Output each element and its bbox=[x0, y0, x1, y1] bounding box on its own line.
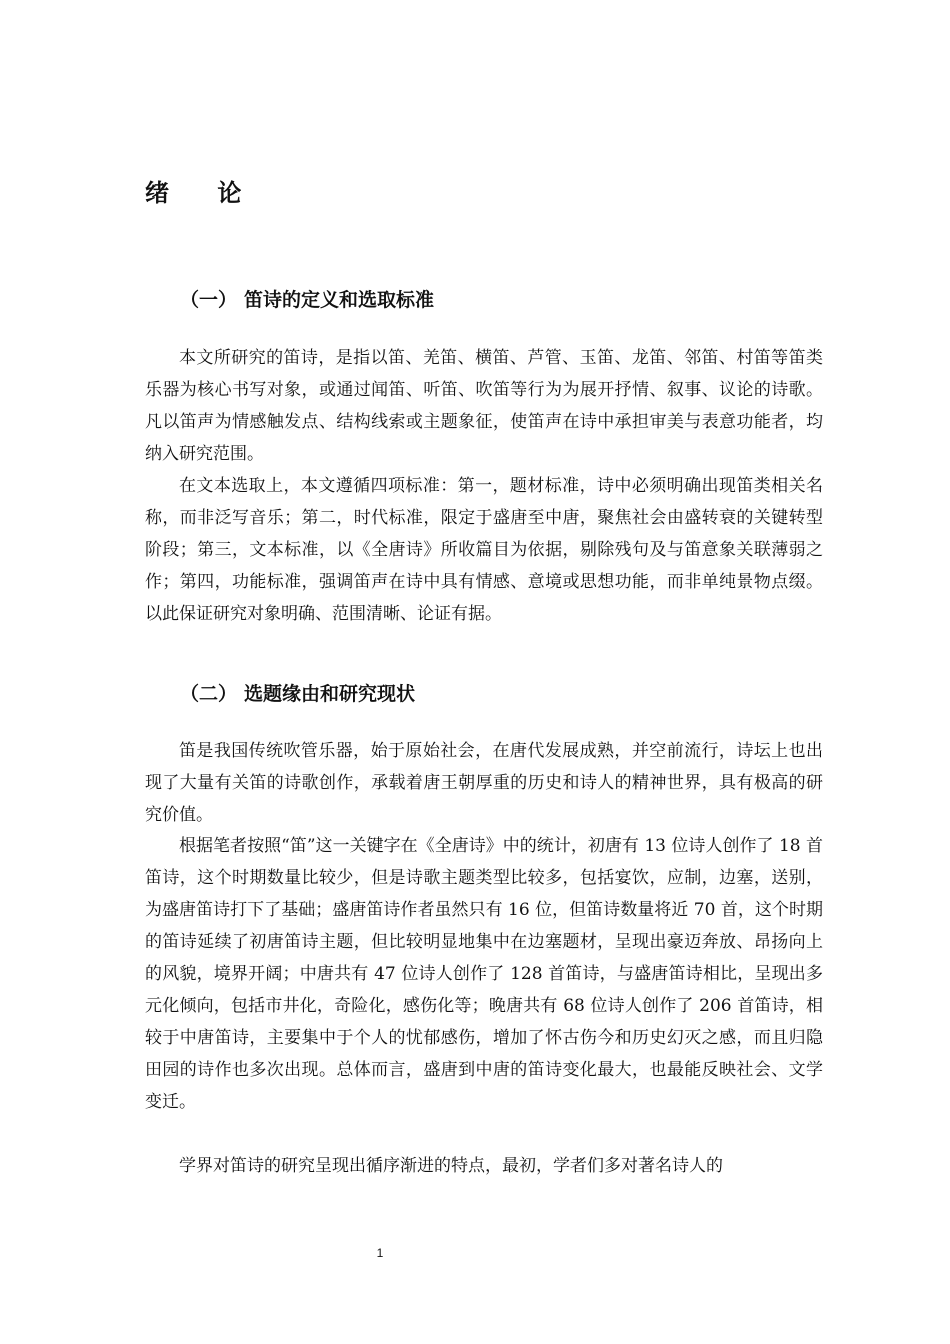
section-number-1: （一） bbox=[180, 289, 238, 311]
section-title-2: 选题缘由和研究现状 bbox=[244, 683, 416, 705]
page-number: 1 bbox=[376, 1246, 384, 1260]
paragraph-research-status: 学界对笛诗的研究呈现出循序渐进的特点，最初，学者们多对著名诗人的 bbox=[179, 1156, 723, 1176]
document-title: 绪 论 bbox=[145, 178, 262, 207]
paragraph-statistics: 根据笔者按照“笛”这一关键字在《全唐诗》中的统计，初唐有 13 位诗人创作了 18 首笛诗，这个时期数量比较少，但是诗歌主题类型比较多，包括宴饮，应制，边塞，送别，为盛唐笛诗打下了基础；盛唐笛诗作者虽然只有 16 位，但笛诗数量将近 70 首，这个时期的笛诗延续了初唐笛诗主题，但比较明显地集中在边塞题材，呈现出豪迈奔放、昂扬向上的风貌，境界开阔；中唐共有 47 位诗人创作了 128 首笛诗，与盛唐笛诗相比，呈现出多元化倾向，包括市井化，奇险化，感伤化等；晚唐共有 68 位诗人创作了 206 首笛诗，相较于中唐笛诗，主要集中于个人的忧郁感伤，增加了怀古伤今和历史幻灭之感，而且归隐田园的诗作也多次出现。总体而言，盛唐到中唐的笛诗变化最大，也最能反映社会、文学变迁。 bbox=[145, 836, 823, 1112]
paragraph-definition: 本文所研究的笛诗，是指以笛、羌笛、横笛、芦管、玉笛、龙笛、邻笛、村笛等笛类乐器为核心书写对象，或通过闻笛、听笛、吹笛等行为为展开抒情、叙事、议论的诗歌。凡以笛声为情感触发点、结构线索或主题象征，使笛声在诗中承担审美与表意功能者，均纳入研究范围。 bbox=[145, 348, 823, 464]
section-heading-2 bbox=[180, 679, 415, 709]
section-number-2: （二） bbox=[180, 683, 238, 705]
paragraph-selection-criteria: 在文本选取上，本文遵循四项标准：第一，题材标准，诗中必须明确出现笛类相关名称，而非泛写音乐；第二，时代标准，限定于盛唐至中唐，聚焦社会由盛转衰的关键转型阶段；第三，文本标准，以《全唐诗》所收篇目为依据，剔除残句及与笛意象关联薄弱之作；第四，功能标准，强调笛声在诗中具有情感、意境或思想功能，而非单纯景物点缀。以此保证研究对象明确、范围清晰、论证有据。 bbox=[145, 476, 823, 624]
section-heading-1 bbox=[180, 285, 434, 315]
paragraph-background: 笛是我国传统吹管乐器，始于原始社会，在唐代发展成熟，并空前流行，诗坛上也出现了大量有关笛的诗歌创作，承载着唐王朝厚重的历史和诗人的精神世界，具有极高的研究价值。 bbox=[145, 741, 823, 825]
section-title-1: 笛诗的定义和选取标准 bbox=[244, 289, 435, 311]
